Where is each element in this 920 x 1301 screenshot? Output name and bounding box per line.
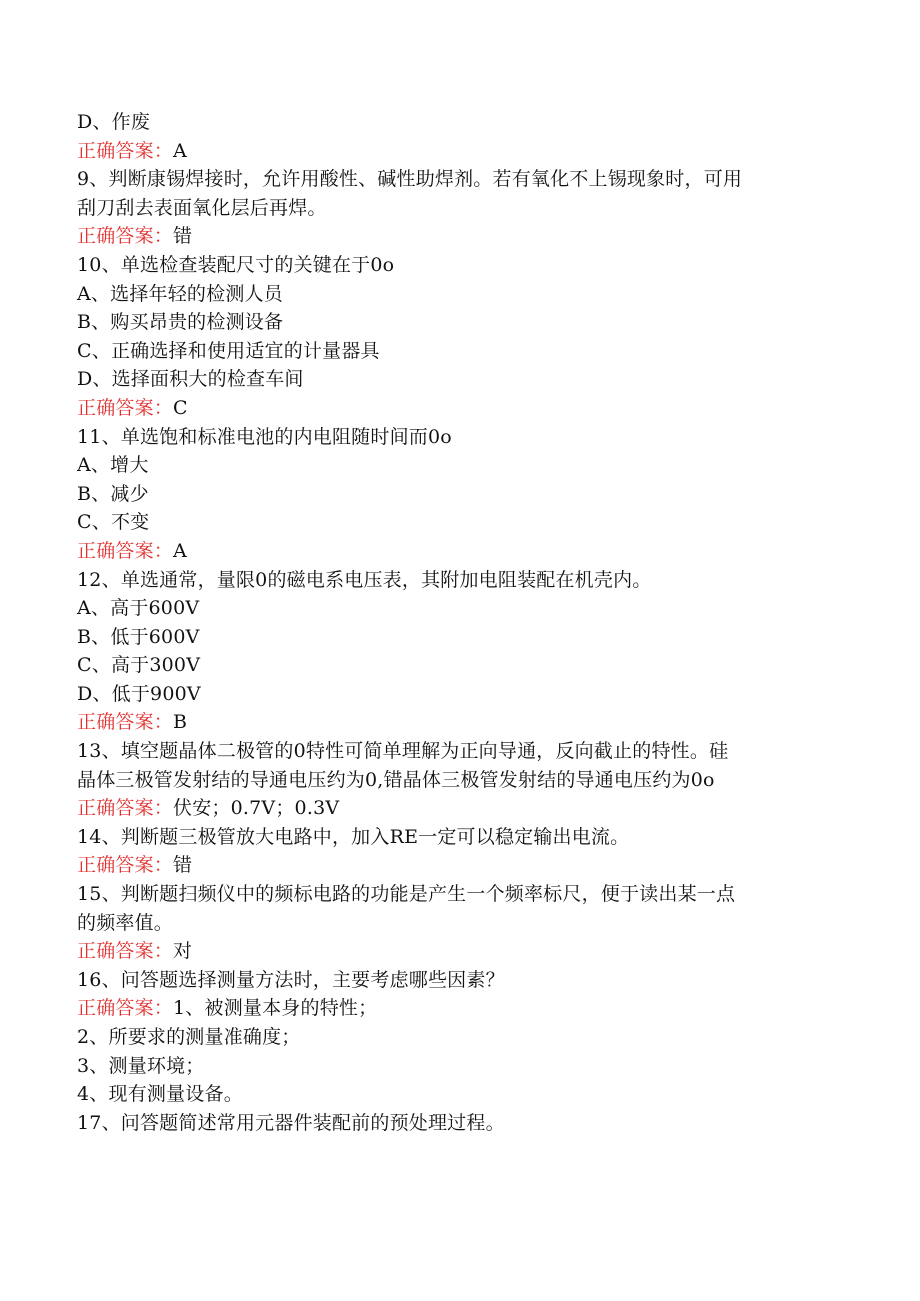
answer-label: 正确答案：	[77, 539, 174, 562]
answer-line	[77, 222, 847, 251]
answer-label: 正确答案：	[77, 854, 174, 877]
answer-label: 正确答案：	[77, 711, 174, 734]
text-line: B、低于600V	[77, 625, 200, 648]
answer-line	[77, 994, 847, 1023]
text-line: D、选择面积大的检查车间	[77, 368, 304, 391]
answer-line	[77, 851, 847, 880]
text-line: 12、单选通常，量限0的磁电系电压表，其附加电阻装配在机壳内。	[77, 568, 652, 591]
answer-label: 正确答案：	[77, 225, 174, 248]
answer-value: 对	[173, 940, 193, 963]
text-line: 10、单选检查装配尺寸的关键在于0o	[77, 253, 395, 276]
text-line: 2、所要求的测量准确度；	[77, 1026, 301, 1048]
text-line: 17、问答题简述常用元器件装配前的预处理过程。	[77, 1111, 505, 1134]
text-line: 9、判断康锡焊接时，允许用酸性、碱性助焊剂。若有氧化不上锡现象时，可用	[77, 168, 743, 191]
text-line: B、购买昂贵的检测设备	[77, 311, 284, 334]
text-line: 4、现有测量设备。	[77, 1083, 243, 1106]
text-line: A、选择年轻的检测人员	[77, 282, 283, 305]
answer-value: B	[173, 711, 188, 734]
text-line: 的频率值。	[77, 911, 174, 934]
text-line: 16、问答题选择测量方法时，主要考虑哪些因素？	[77, 968, 505, 991]
text-line: 13、填空题晶体二极管的0特性可简单理解为正向导通，反向截止的特性。硅	[77, 740, 729, 763]
answer-label: 正确答案：	[77, 396, 174, 419]
text-line: A、高于600V	[77, 597, 200, 620]
answer-line	[77, 394, 847, 423]
document-body	[77, 108, 847, 1137]
answer-value: A	[173, 539, 187, 562]
answer-value: C	[173, 396, 188, 419]
answer-value: A	[173, 139, 187, 162]
answer-line	[77, 137, 847, 166]
text-line: 3、测量环境；	[77, 1054, 205, 1077]
text-line: C、不变	[77, 511, 150, 534]
answer-value: 1、被测量本身的特性；	[173, 997, 378, 1020]
text-line: 11、单选饱和标准电池的内电阻随时间而0o	[77, 425, 452, 448]
answer-line	[77, 794, 847, 823]
text-line: 刮刀刮去表面氧化层后再焊。	[77, 196, 327, 219]
text-line: C、正确选择和使用适宜的计量器具	[77, 339, 380, 362]
text-line: D、作废	[77, 111, 151, 133]
text-line: B、减少	[77, 482, 149, 505]
answer-label: 正确答案：	[77, 940, 174, 963]
answer-label: 正确答案：	[77, 997, 174, 1020]
answer-line	[77, 537, 847, 566]
answer-label: 正确答案：	[77, 139, 174, 162]
text-line: C、高于300V	[77, 654, 201, 677]
text-line: D、低于900V	[77, 682, 201, 705]
answer-value: 错	[173, 854, 193, 877]
text-line: A、增大	[77, 454, 149, 477]
answer-line	[77, 937, 847, 966]
text-line: 14、判断题三极管放大电路中，加入RE一定可以稳定输出电流。	[77, 825, 630, 848]
answer-label: 正确答案：	[77, 797, 174, 820]
answer-line	[77, 708, 847, 737]
text-line: 晶体三极管发射结的导通电压约为0,错晶体三极管发射结的导通电压约为0o	[77, 768, 715, 791]
text-line: 15、判断题扫频仪中的频标电路的功能是产生一个频率标尺，便于读出某一点	[77, 883, 736, 906]
answer-value: 错	[173, 225, 193, 248]
answer-value: 伏安；0.7V；0.3V	[173, 797, 340, 820]
